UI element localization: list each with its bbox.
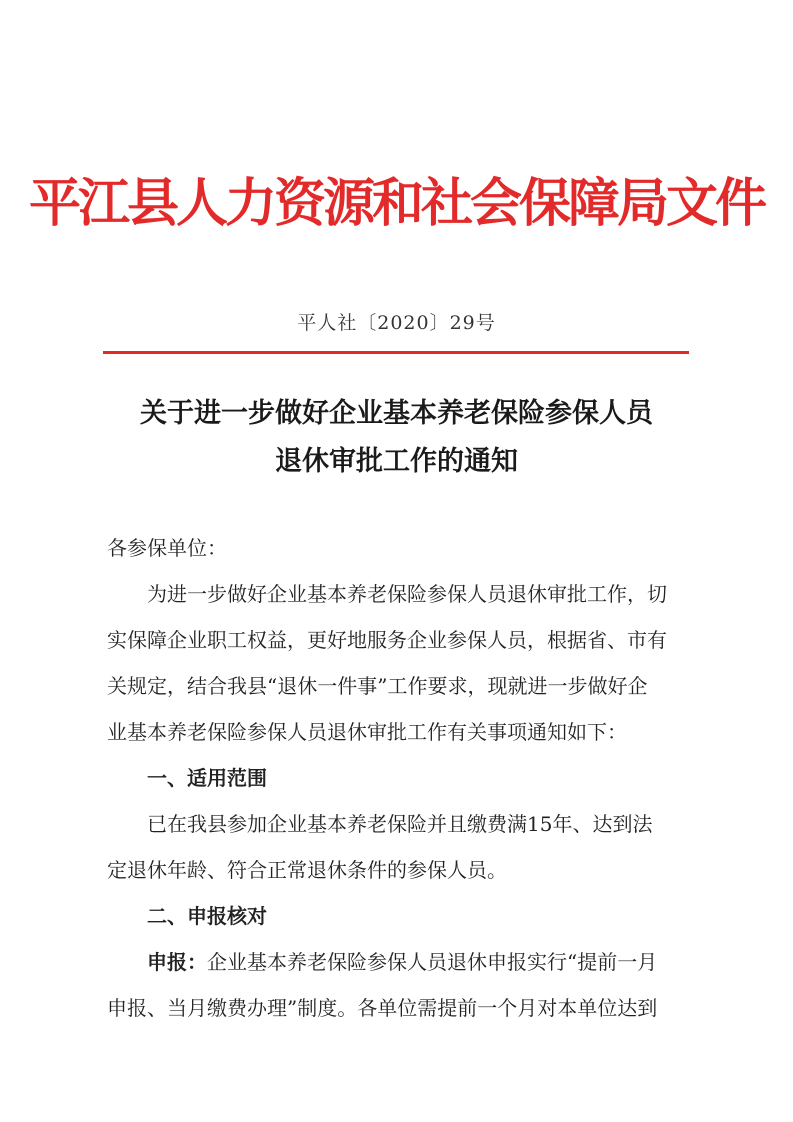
intro-line-4: 业基本养老保险参保人员退休审批工作有关事项通知如下： — [107, 720, 627, 744]
section-2-line-2: 申报、当月缴费办理”制度。各单位需提前一个月对本单位达到 — [107, 996, 658, 1020]
intro-line-1-text: 为进一步做好企业基本养老保险参保人员退休审批工作，切 — [147, 582, 667, 606]
intro-line-1 — [147, 579, 691, 609]
notice-title-line-1: 关于进一步做好企业基本养老保险参保人员 — [140, 398, 653, 429]
issuing-authority-header: 平江县人力资源和社会保障局文件 — [28, 173, 764, 234]
notice-title — [0, 390, 793, 486]
section-2-heading: 二、申报核对 — [147, 904, 267, 928]
document-number: 平人社〔2020〕29号 — [297, 312, 496, 334]
section-1-line-1: 已在我县参加企业基本养老保险并且缴费满15年、达到法 — [147, 812, 653, 836]
intro-line-3: 关规定，结合我县“退休一件事”工作要求，现就进一步做好企 — [107, 674, 648, 698]
intro-line-2: 实保障企业职工权益，更好地服务企业参保人员，根据省、市有 — [107, 628, 667, 652]
section-2-line-1 — [147, 947, 657, 977]
section-1-heading: 一、适用范围 — [147, 766, 267, 790]
salutation: 各参保单位： — [107, 536, 227, 560]
section-2-lead: 申报： — [147, 950, 207, 974]
section-1-line-2: 定退休年龄、符合正常退休条件的参保人员。 — [107, 858, 507, 882]
notice-title-line-2: 退休审批工作的通知 — [275, 446, 518, 477]
section-2-line-1-text: 企业基本养老保险参保人员退休申报实行“提前一月 — [207, 950, 658, 974]
red-separator-line — [103, 351, 689, 354]
